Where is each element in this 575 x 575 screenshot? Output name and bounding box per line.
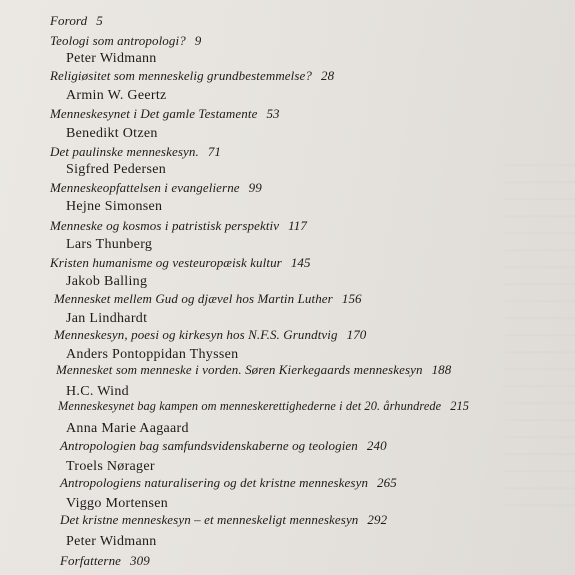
- chapter-author: Lars Thunberg: [66, 237, 153, 252]
- toc-entry-title: [50, 255, 311, 271]
- chapter-title: Det paulinske menneskesyn.: [50, 144, 199, 159]
- toc-entry-title: [54, 291, 362, 307]
- page-number: 156: [341, 291, 362, 306]
- page-number: 99: [248, 180, 262, 195]
- chapter-title: Religiøsitet som menneskelig grundbestemmelse?: [50, 68, 313, 83]
- chapter-author: Anders Pontoppidan Thyssen: [66, 347, 239, 362]
- chapter-author: Peter Widmann: [66, 534, 157, 549]
- toc-entry-title: [50, 218, 307, 234]
- chapter-title: Mennesket mellem Gud og djævel hos Martin Luther: [54, 291, 333, 306]
- toc-entry-title: [50, 13, 103, 29]
- chapter-title: Mennesket som menneske i vorden. Søren Kierkegaards menneskesyn: [56, 362, 423, 377]
- page-number: 117: [288, 218, 307, 233]
- chapter-author: Anna Marie Aagaard: [66, 421, 189, 436]
- chapter-author: Benedikt Otzen: [66, 126, 158, 141]
- chapter-title: Menneskeopfattelsen i evangelierne: [50, 180, 240, 195]
- page-number: 309: [130, 553, 150, 568]
- page-number: 170: [346, 327, 367, 342]
- chapter-title: Menneskesyn, poesi og kirkesyn hos N.F.S. Grundtvig: [54, 327, 338, 342]
- page-number: 265: [377, 475, 397, 490]
- chapter-title: Kristen humanisme og vesteuropæisk kultur: [50, 255, 282, 270]
- toc-entry-title: [56, 362, 451, 378]
- toc-entry-title: [54, 327, 366, 343]
- toc-entry-title: [50, 180, 262, 196]
- chapter-author: Sigfred Pedersen: [66, 162, 167, 177]
- toc-entry-title: [60, 553, 150, 569]
- chapter-author: H.C. Wind: [66, 384, 129, 399]
- toc-entry-title: [60, 475, 397, 491]
- chapter-title: Menneskesynet i Det gamle Testamente: [50, 106, 258, 121]
- page-number: 145: [290, 255, 311, 270]
- page-number: 188: [431, 362, 452, 377]
- page-number: 292: [367, 512, 388, 527]
- chapter-title: Menneskesynet bag kampen om menneskerettighederne i det 20. århundrede: [58, 399, 442, 413]
- chapter-author: Peter Widmann: [66, 51, 157, 66]
- chapter-author: Jan Lindhardt: [66, 311, 148, 326]
- page-number: 240: [366, 438, 387, 453]
- chapter-author: Jakob Balling: [66, 274, 148, 289]
- chapter-title: Menneske og kosmos i patristisk perspektiv: [50, 218, 280, 233]
- toc-entry-title: [50, 68, 334, 84]
- chapter-author: Troels Nørager: [66, 459, 155, 474]
- chapter-title: Forfatterne: [60, 553, 122, 568]
- chapter-author: Hejne Simonsen: [66, 199, 163, 214]
- page-number: 71: [207, 144, 222, 159]
- toc-entry-title: [60, 512, 387, 528]
- toc-entry-title: [58, 399, 469, 414]
- chapter-title: Forord: [50, 13, 88, 28]
- page-number: 28: [321, 68, 335, 83]
- toc-entry-title: [50, 33, 201, 49]
- page-number: 9: [194, 33, 202, 48]
- chapter-author: Armin W. Geertz: [66, 88, 167, 103]
- chapter-author: Viggo Mortensen: [66, 496, 169, 511]
- toc-entry-title: [50, 106, 280, 122]
- toc-entry-title: [60, 438, 387, 454]
- chapter-title: Antropologien bag samfundsvidenskaberne og teologien: [60, 438, 358, 453]
- page-number: 5: [96, 13, 103, 28]
- page-number: 215: [450, 399, 470, 413]
- chapter-title: Antropologiens naturalisering og det kristne menneskesyn: [60, 475, 369, 490]
- toc-entry-title: [50, 144, 221, 160]
- page-number: 53: [266, 106, 280, 121]
- chapter-title: Det kristne menneskesyn – et menneskeligt menneskesyn: [60, 512, 359, 527]
- chapter-title: Teologi som antropologi?: [50, 33, 186, 48]
